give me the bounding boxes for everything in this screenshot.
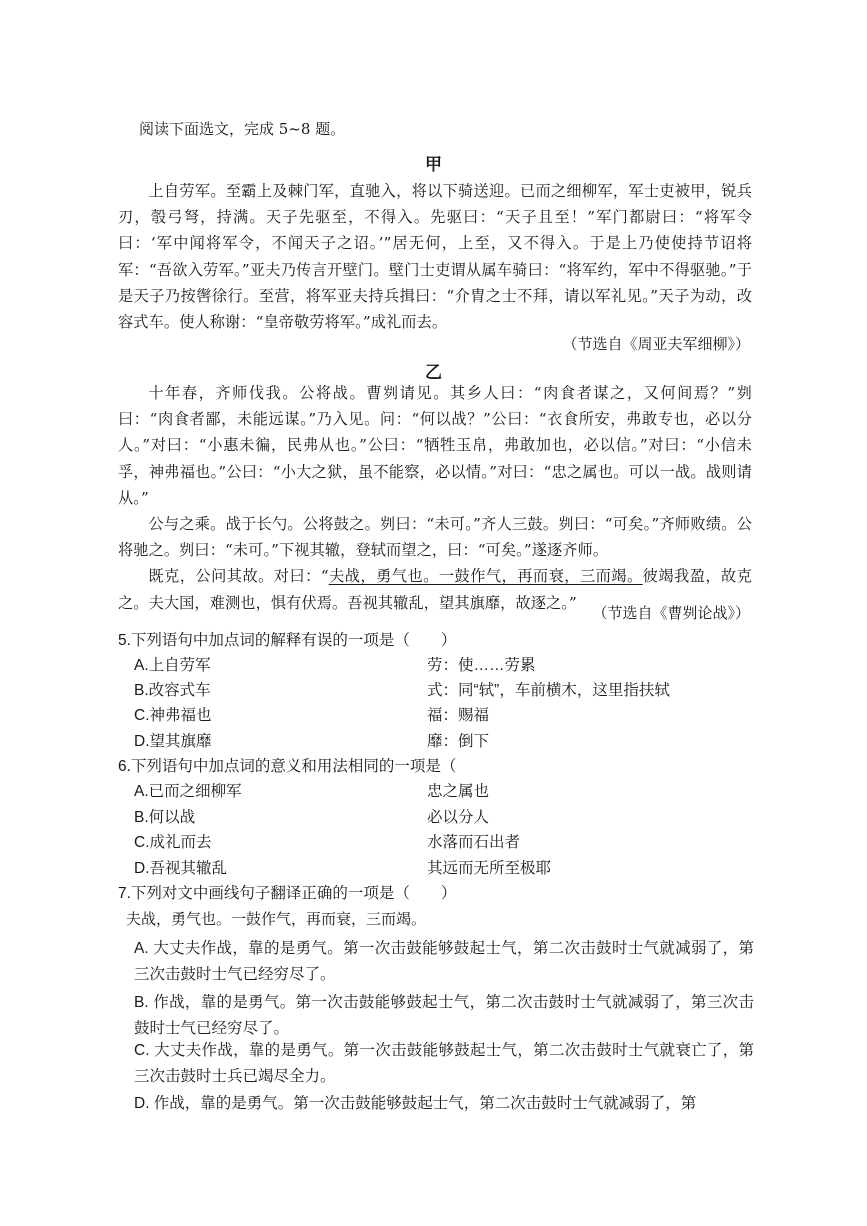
q5-option-c: C.神弗福也	[134, 707, 212, 724]
q6-option-b: B.何以战	[134, 809, 196, 826]
passage-yi-para2: 公与之乘。战于长勺。公将鼓之。刿曰：“未可。”齐人三鼓。刿曰：“可矣。”齐师败绩。公将驰之。刿曰：“未可。”下视其辙，登轼而望之，曰：“可矣。”遂逐齐师。	[118, 515, 752, 560]
q7-sentence: 夫战，勇气也。一鼓作气，再而衰，三而竭。	[126, 910, 427, 928]
question-6-stem: 6.下列语句中加点词的意义和用法相同的一项是（	[118, 758, 457, 775]
q6-option-d: D.吾视其辙乱	[134, 860, 228, 877]
q6-option-d-compare: 其远而无所至极耶	[427, 860, 552, 877]
q6-option-a-compare: 忠之属也	[427, 783, 490, 800]
passage-yi-para1: 十年春，齐师伐我。公将战。曹刿请见。其乡人曰：“肉食者谋之，又何间焉？”刿曰：“肉食者鄙，未能远谋。”乃入见。问：“何以战？”公曰：“衣食所安，弗敢专也，必以分人。”对曰：“小惠未徧，民弗从也。”公曰：“牺牲玉帛，弗敢加也，必以信。”对曰：“小信未孚，神弗福也。”公曰：“小大之狱，虽不能察，必以情。”对曰：“忠之属也。可以一战。战则请从。”	[118, 384, 752, 507]
q7-option-b: B. 作战，靠的是勇气。第一次击鼓能够鼓起士气，第二次击鼓时士气就减弱了，第三次击鼓时士气已经穷尽了。	[134, 994, 754, 1037]
passage-jia	[118, 178, 752, 335]
intro-instruction: 阅读下面选文，完成 5~8 题。	[139, 120, 346, 138]
para3-pre: 既克，公问其故。对曰：“	[148, 567, 329, 586]
q7-option-d: D. 作战，靠的是勇气。第一次击鼓能够鼓起士气，第二次击鼓时士气就减弱了，第	[134, 1095, 697, 1112]
passage-yi-source: （节选自《曹刿论战》）	[592, 604, 750, 622]
q7-option-c: C. 大丈夫作战，靠的是勇气。第一次击鼓能够鼓起士气，第二次击鼓时士气就衰亡了，第三次击鼓时士兵已竭尽全力。	[134, 1042, 754, 1085]
q5-option-c-explain: 福：赐福	[427, 707, 490, 724]
passage-jia-text: 上自劳军。至霸上及棘门军，直驰入，将以下骑送迎。已而之细柳军，军士吏被甲，锐兵刃，彀弓弩，持满。天子先驱至，不得入。先驱曰：“天子且至！”军门都尉曰：“将军令曰：‘军中闻将军令，不闻天子之诏。’”居无何，上至，又不得入。于是上乃使使持节诏将军：“吾欲入劳军。”亚夫乃传言开壁门。壁门士吏谓从属车骑曰：“将军约，军中不得驱驰。”于是天子乃按辔徐行。至营，将军亚夫持兵揖曰：“介胄之士不拜，请以军礼见。”天子为动，改容式车。使人称谢：“皇帝敬劳将军。”成礼而去。	[118, 182, 752, 332]
q6-option-c-compare: 水落而石出者	[427, 834, 521, 851]
q7-option-a: A. 大丈夫作战，靠的是勇气。第一次击鼓能够鼓起士气，第二次击鼓时士气就减弱了，第三次击鼓时士气已经穷尽了。	[134, 940, 754, 983]
question-7-stem: 7.下列对文中画线句子翻译正确的一项是（ ）	[118, 885, 457, 902]
passage-jia-title: 甲	[425, 155, 442, 175]
q6-option-a: A.已而之细柳军	[134, 783, 242, 800]
q5-option-d: D.望其旗靡	[134, 733, 212, 750]
question-5-stem: 5.下列语句中加点词的解释有误的一项是（ ）	[118, 632, 457, 649]
q5-option-a: A.上自劳军	[134, 657, 211, 674]
q6-option-b-compare: 必以分人	[427, 809, 490, 826]
q5-option-a-explain: 劳：使……劳累	[427, 657, 536, 674]
underlined-sentence: 夫战，勇气也。一鼓作气，再而衰，三而竭。	[328, 567, 643, 586]
passage-yi	[118, 380, 752, 616]
passage-yi-title: 乙	[425, 363, 442, 383]
q5-option-d-explain: 靡：倒下	[427, 733, 490, 750]
para3-post: 彼竭我盈，故克之。夫大国，难测也，惧有伏焉。吾视其辙乱，望其旗靡，故逐之。”	[118, 567, 753, 612]
q5-option-b: B.改容式车	[134, 682, 211, 699]
passage-jia-source: （节选自《周亚夫军细柳》）	[562, 335, 750, 353]
q5-option-b-explain: 式：同“轼”，车前横木，这里指扶轼	[427, 682, 670, 699]
q6-option-c: C.成礼而去	[134, 834, 212, 851]
